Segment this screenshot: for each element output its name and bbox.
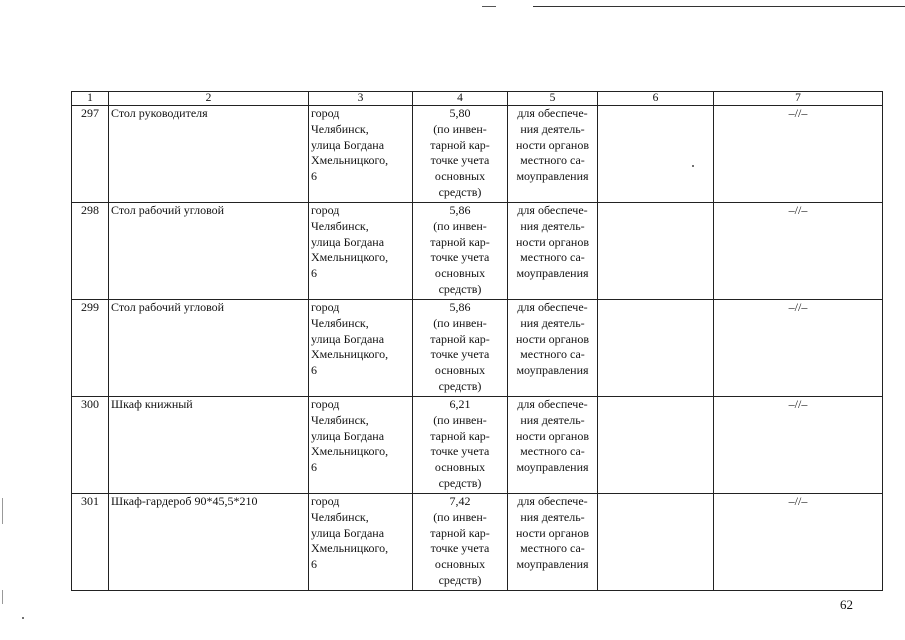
item-col6 (598, 203, 714, 300)
address-line: Челябинск, (311, 121, 369, 136)
purpose-line: моуправления (516, 557, 589, 572)
purpose-line: ности органов (515, 331, 590, 346)
header-col-6: 6 (598, 92, 714, 106)
item-address (309, 300, 413, 397)
address-line: город (311, 397, 340, 411)
row-number: 297 (72, 106, 109, 203)
item-purpose (508, 203, 598, 300)
item-name: Шкаф книжный (109, 397, 309, 494)
address-line: улица Богдана (311, 137, 385, 152)
item-col7: –//– (714, 397, 883, 494)
row-number: 300 (72, 397, 109, 494)
cost-line: 5,86 (449, 203, 471, 217)
scan-artifact-dot (22, 617, 24, 619)
item-cost (413, 203, 508, 300)
header-col-5: 5 (508, 92, 598, 106)
cost-line: средств) (438, 572, 482, 587)
cost-line: (по инвен- (433, 121, 487, 136)
cost-line: тарной кар- (430, 137, 490, 152)
cost-line: точке учета (430, 347, 490, 362)
purpose-line: моуправления (516, 460, 589, 475)
item-cost (413, 106, 508, 203)
item-purpose (508, 494, 598, 591)
purpose-line: для обеспече- (517, 397, 588, 411)
table-row (72, 203, 883, 300)
purpose-line: для обеспече- (517, 300, 588, 314)
address-line: 6 (311, 363, 317, 378)
row-number: 299 (72, 300, 109, 397)
scan-artifact-dash (482, 6, 496, 7)
table-row (72, 397, 883, 494)
header-col-7: 7 (714, 92, 883, 106)
address-line: Челябинск, (311, 218, 369, 233)
cost-line: точке учета (430, 250, 490, 265)
address-line: город (311, 494, 340, 508)
cost-line: (по инвен- (433, 218, 487, 233)
cost-line: основных (434, 363, 486, 378)
address-line: Челябинск, (311, 315, 369, 330)
item-purpose (508, 300, 598, 397)
address-line: город (311, 106, 340, 120)
cost-line: основных (434, 266, 486, 281)
address-line: Хмельницкого, (311, 444, 389, 459)
cost-line: основных (434, 460, 486, 475)
cost-line: (по инвен- (433, 315, 487, 330)
purpose-line: ния деятель- (520, 218, 585, 233)
purpose-line: ния деятель- (520, 412, 585, 427)
item-col6 (598, 106, 714, 203)
item-address (309, 494, 413, 591)
purpose-line: ности органов (515, 234, 590, 249)
cost-line: средств) (438, 281, 482, 296)
item-col7: –//– (714, 494, 883, 591)
item-cost (413, 300, 508, 397)
address-line: Челябинск, (311, 509, 369, 524)
address-line: Хмельницкого, (311, 153, 389, 168)
cost-line: точке учета (430, 444, 490, 459)
item-address (309, 203, 413, 300)
header-col-2: 2 (109, 92, 309, 106)
header-col-4: 4 (413, 92, 508, 106)
item-name: Стол рабочий угловой (109, 203, 309, 300)
cost-line: основных (434, 169, 486, 184)
cost-line: тарной кар- (430, 331, 490, 346)
item-address (309, 106, 413, 203)
address-line: улица Богдана (311, 525, 385, 540)
address-line: улица Богдана (311, 428, 385, 443)
item-col6 (598, 494, 714, 591)
header-row (72, 92, 883, 106)
row-number: 298 (72, 203, 109, 300)
item-name: Стол рабочий угловой (109, 300, 309, 397)
purpose-line: местного са- (520, 250, 585, 265)
address-line: 6 (311, 169, 317, 184)
cost-line: тарной кар- (430, 428, 490, 443)
item-cost (413, 494, 508, 591)
purpose-line: для обеспече- (517, 494, 588, 508)
inventory-table (71, 91, 883, 591)
address-line: Хмельницкого, (311, 347, 389, 362)
header-col-1: 1 (72, 92, 109, 106)
address-line: 6 (311, 266, 317, 281)
cost-line: 6,21 (449, 397, 471, 411)
item-purpose (508, 397, 598, 494)
item-cost (413, 397, 508, 494)
cost-line: тарной кар- (430, 525, 490, 540)
cost-line: (по инвен- (433, 412, 487, 427)
purpose-line: для обеспече- (517, 203, 588, 217)
item-address (309, 397, 413, 494)
cost-line: средств) (438, 378, 482, 393)
address-line: Челябинск, (311, 412, 369, 427)
address-line: Хмельницкого, (311, 250, 389, 265)
cost-line: 7,42 (449, 494, 471, 508)
purpose-line: моуправления (516, 363, 589, 378)
cost-line: точке учета (430, 541, 490, 556)
item-col6 (598, 300, 714, 397)
address-line: город (311, 203, 340, 217)
cost-line: средств) (438, 475, 482, 490)
purpose-line: для обеспече- (517, 106, 588, 120)
table-row (72, 106, 883, 203)
header-col-3: 3 (309, 92, 413, 106)
cost-line: тарной кар- (430, 234, 490, 249)
item-col7: –//– (714, 106, 883, 203)
purpose-line: ности органов (515, 428, 590, 443)
item-purpose (508, 106, 598, 203)
scan-artifact-margin-mark (2, 590, 3, 604)
table-row (72, 494, 883, 591)
cost-line: (по инвен- (433, 509, 487, 524)
item-name: Шкаф-гардероб 90*45,5*210 (109, 494, 309, 591)
table-body (72, 106, 883, 591)
purpose-line: ния деятель- (520, 315, 585, 330)
purpose-line: местного са- (520, 444, 585, 459)
page-number: 62 (840, 597, 853, 612)
item-col7: –//– (714, 300, 883, 397)
purpose-line: местного са- (520, 347, 585, 362)
row-number: 301 (72, 494, 109, 591)
purpose-line: ности органов (515, 525, 590, 540)
purpose-line: местного са- (520, 541, 585, 556)
purpose-line: ния деятель- (520, 509, 585, 524)
purpose-line: моуправления (516, 169, 589, 184)
cost-line: средств) (438, 184, 482, 199)
cost-line: точке учета (430, 153, 490, 168)
cost-line: 5,80 (449, 106, 471, 120)
purpose-line: ния деятель- (520, 121, 585, 136)
table-row (72, 300, 883, 397)
scan-artifact-margin-mark (2, 498, 3, 524)
scan-artifact-line (533, 6, 905, 7)
item-col6 (598, 397, 714, 494)
address-line: Хмельницкого, (311, 541, 389, 556)
purpose-line: местного са- (520, 153, 585, 168)
cost-line: основных (434, 557, 486, 572)
address-line: улица Богдана (311, 331, 385, 346)
address-line: улица Богдана (311, 234, 385, 249)
address-line: 6 (311, 557, 317, 572)
item-name: Стол руководителя (109, 106, 309, 203)
address-line: 6 (311, 460, 317, 475)
purpose-line: моуправления (516, 266, 589, 281)
item-col7: –//– (714, 203, 883, 300)
address-line: город (311, 300, 340, 314)
cost-line: 5,86 (449, 300, 471, 314)
table-header (72, 92, 883, 106)
purpose-line: ности органов (515, 137, 590, 152)
